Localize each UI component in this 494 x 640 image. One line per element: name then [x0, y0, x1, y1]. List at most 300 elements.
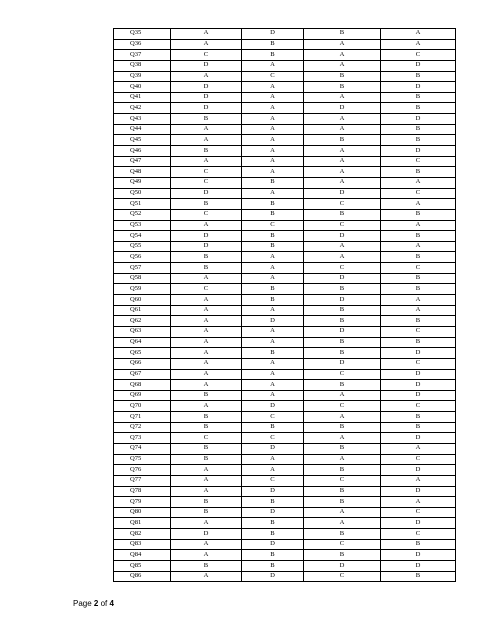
question-number-cell: Q66	[114, 358, 171, 369]
table-row	[114, 241, 456, 252]
question-number-cell: Q56	[114, 252, 171, 263]
answer-col-1-cell: B	[171, 561, 242, 572]
question-number-cell: Q81	[114, 518, 171, 529]
answer-col-2-cell: A	[242, 124, 304, 135]
answer-col-1-cell: A	[171, 348, 242, 359]
question-number-cell: Q53	[114, 220, 171, 231]
answer-col-2-cell: C	[242, 220, 304, 231]
answer-col-3-cell: A	[304, 241, 381, 252]
answer-col-4-cell: D	[381, 518, 456, 529]
answer-col-1-cell: C	[171, 167, 242, 178]
answer-col-2-cell: D	[242, 401, 304, 412]
answer-col-1-cell: A	[171, 475, 242, 486]
answer-col-4-cell: D	[381, 433, 456, 444]
answer-col-2-cell: D	[242, 316, 304, 327]
answer-col-4-cell: D	[381, 60, 456, 71]
answer-col-4-cell: B	[381, 539, 456, 550]
question-number-cell: Q57	[114, 263, 171, 274]
table-row	[114, 465, 456, 476]
table-row	[114, 571, 456, 582]
answer-col-2-cell: D	[242, 507, 304, 518]
question-number-cell: Q39	[114, 71, 171, 82]
answer-col-1-cell: A	[171, 465, 242, 476]
answer-col-1-cell: A	[171, 135, 242, 146]
answer-col-3-cell: B	[304, 284, 381, 295]
answer-col-3-cell: B	[304, 71, 381, 82]
question-number-cell: Q83	[114, 539, 171, 550]
question-number-cell: Q43	[114, 114, 171, 125]
answer-col-2-cell: A	[242, 465, 304, 476]
answer-col-4-cell: D	[381, 390, 456, 401]
answer-col-4-cell: B	[381, 337, 456, 348]
answer-col-2-cell: B	[242, 518, 304, 529]
table-row	[114, 167, 456, 178]
answer-col-2-cell: B	[242, 50, 304, 61]
answer-col-3-cell: D	[304, 561, 381, 572]
question-number-cell: Q35	[114, 29, 171, 40]
answer-col-4-cell: D	[381, 82, 456, 93]
answer-col-3-cell: B	[304, 465, 381, 476]
answer-col-1-cell: A	[171, 295, 242, 306]
table-row	[114, 358, 456, 369]
answer-col-1-cell: A	[171, 401, 242, 412]
answer-col-1-cell: A	[171, 571, 242, 582]
answer-col-4-cell: C	[381, 263, 456, 274]
answer-col-2-cell: A	[242, 103, 304, 114]
answer-col-4-cell: B	[381, 103, 456, 114]
answer-col-4-cell: C	[381, 507, 456, 518]
answer-col-4-cell: C	[381, 156, 456, 167]
question-number-cell: Q61	[114, 305, 171, 316]
answer-col-1-cell: B	[171, 497, 242, 508]
answer-col-3-cell: C	[304, 369, 381, 380]
answer-col-4-cell: A	[381, 305, 456, 316]
answer-col-1-cell: A	[171, 29, 242, 40]
answer-col-4-cell: D	[381, 114, 456, 125]
question-number-cell: Q47	[114, 156, 171, 167]
answer-col-3-cell: D	[304, 358, 381, 369]
question-number-cell: Q40	[114, 82, 171, 93]
question-number-cell: Q37	[114, 50, 171, 61]
answer-col-4-cell: D	[381, 486, 456, 497]
current-page-number: 2	[93, 599, 99, 608]
question-number-cell: Q58	[114, 273, 171, 284]
table-row	[114, 295, 456, 306]
question-number-cell: Q50	[114, 188, 171, 199]
answer-col-4-cell: A	[381, 220, 456, 231]
answer-col-1-cell: A	[171, 486, 242, 497]
question-number-cell: Q48	[114, 167, 171, 178]
answer-col-1-cell: B	[171, 146, 242, 157]
table-row	[114, 529, 456, 540]
table-row	[114, 486, 456, 497]
table-row	[114, 550, 456, 561]
question-number-cell: Q67	[114, 369, 171, 380]
table-row	[114, 231, 456, 242]
table-row	[114, 422, 456, 433]
answer-col-4-cell: A	[381, 497, 456, 508]
answer-col-4-cell: A	[381, 199, 456, 210]
question-number-cell: Q73	[114, 433, 171, 444]
answer-col-1-cell: A	[171, 358, 242, 369]
question-number-cell: Q78	[114, 486, 171, 497]
answer-col-1-cell: A	[171, 380, 242, 391]
answer-col-4-cell: A	[381, 39, 456, 50]
question-number-cell: Q74	[114, 443, 171, 454]
answer-col-2-cell: B	[242, 199, 304, 210]
answer-col-4-cell: C	[381, 401, 456, 412]
answer-col-3-cell: B	[304, 209, 381, 220]
answer-col-2-cell: A	[242, 454, 304, 465]
answer-col-3-cell: A	[304, 114, 381, 125]
question-number-cell: Q51	[114, 199, 171, 210]
answer-col-4-cell: A	[381, 241, 456, 252]
answer-col-2-cell: B	[242, 231, 304, 242]
answer-col-2-cell: A	[242, 135, 304, 146]
answer-col-2-cell: A	[242, 146, 304, 157]
answer-col-4-cell: C	[381, 529, 456, 540]
answer-col-1-cell: A	[171, 518, 242, 529]
answer-col-3-cell: B	[304, 550, 381, 561]
table-row	[114, 380, 456, 391]
answer-col-2-cell: A	[242, 380, 304, 391]
question-number-cell: Q71	[114, 412, 171, 423]
question-number-cell: Q41	[114, 92, 171, 103]
answer-col-2-cell: B	[242, 209, 304, 220]
answer-col-3-cell: A	[304, 390, 381, 401]
answer-col-4-cell: D	[381, 146, 456, 157]
answer-col-4-cell: B	[381, 252, 456, 263]
answer-col-4-cell: C	[381, 454, 456, 465]
table-row	[114, 82, 456, 93]
total-pages-number: 4	[109, 599, 114, 608]
page-word: Page	[73, 599, 92, 608]
answer-col-1-cell: A	[171, 316, 242, 327]
answer-col-2-cell: A	[242, 167, 304, 178]
answer-col-2-cell: B	[242, 177, 304, 188]
table-row	[114, 114, 456, 125]
answer-col-4-cell: B	[381, 273, 456, 284]
answer-col-1-cell: D	[171, 241, 242, 252]
answer-key-rows	[114, 29, 456, 582]
answer-col-2-cell: B	[242, 39, 304, 50]
table-row	[114, 263, 456, 274]
answer-col-4-cell: B	[381, 412, 456, 423]
answer-col-3-cell: C	[304, 539, 381, 550]
answer-col-1-cell: A	[171, 273, 242, 284]
answer-col-1-cell: B	[171, 114, 242, 125]
answer-col-2-cell: A	[242, 60, 304, 71]
answer-col-2-cell: B	[242, 561, 304, 572]
answer-col-1-cell: A	[171, 326, 242, 337]
answer-col-4-cell: D	[381, 369, 456, 380]
answer-col-2-cell: A	[242, 82, 304, 93]
answer-col-1-cell: B	[171, 507, 242, 518]
answer-col-3-cell: A	[304, 60, 381, 71]
table-row	[114, 103, 456, 114]
question-number-cell: Q79	[114, 497, 171, 508]
answer-col-3-cell: A	[304, 124, 381, 135]
answer-col-1-cell: B	[171, 443, 242, 454]
answer-col-3-cell: B	[304, 380, 381, 391]
answer-col-4-cell: C	[381, 326, 456, 337]
answer-col-4-cell: B	[381, 124, 456, 135]
answer-col-1-cell: A	[171, 305, 242, 316]
answer-col-4-cell: B	[381, 167, 456, 178]
answer-col-1-cell: B	[171, 252, 242, 263]
table-row	[114, 135, 456, 146]
question-number-cell: Q45	[114, 135, 171, 146]
answer-col-2-cell: D	[242, 443, 304, 454]
table-row	[114, 539, 456, 550]
answer-col-3-cell: D	[304, 295, 381, 306]
answer-col-3-cell: D	[304, 273, 381, 284]
answer-col-2-cell: A	[242, 114, 304, 125]
answer-col-2-cell: A	[242, 263, 304, 274]
answer-col-1-cell: C	[171, 50, 242, 61]
page-footer	[73, 599, 114, 609]
table-row	[114, 71, 456, 82]
answer-col-4-cell: B	[381, 422, 456, 433]
answer-col-1-cell: C	[171, 284, 242, 295]
answer-col-2-cell: A	[242, 305, 304, 316]
table-row	[114, 273, 456, 284]
answer-col-1-cell: C	[171, 177, 242, 188]
answer-col-4-cell: B	[381, 284, 456, 295]
answer-col-3-cell: D	[304, 326, 381, 337]
answer-col-3-cell: B	[304, 82, 381, 93]
answer-col-1-cell: D	[171, 60, 242, 71]
answer-col-3-cell: B	[304, 29, 381, 40]
answer-col-3-cell: A	[304, 412, 381, 423]
answer-col-2-cell: B	[242, 422, 304, 433]
table-row	[114, 316, 456, 327]
answer-col-2-cell: A	[242, 337, 304, 348]
question-number-cell: Q77	[114, 475, 171, 486]
answer-col-3-cell: A	[304, 50, 381, 61]
answer-col-2-cell: D	[242, 29, 304, 40]
question-number-cell: Q85	[114, 561, 171, 572]
answer-col-1-cell: A	[171, 539, 242, 550]
answer-col-3-cell: A	[304, 454, 381, 465]
table-row	[114, 443, 456, 454]
answer-col-3-cell: A	[304, 433, 381, 444]
answer-col-1-cell: D	[171, 92, 242, 103]
answer-col-4-cell: C	[381, 188, 456, 199]
table-row	[114, 29, 456, 40]
answer-col-1-cell: A	[171, 369, 242, 380]
answer-col-3-cell: B	[304, 497, 381, 508]
table-row	[114, 60, 456, 71]
answer-col-3-cell: A	[304, 167, 381, 178]
table-row	[114, 252, 456, 263]
table-row	[114, 305, 456, 316]
answer-col-1-cell: B	[171, 390, 242, 401]
answer-col-2-cell: B	[242, 550, 304, 561]
answer-col-1-cell: B	[171, 199, 242, 210]
answer-col-2-cell: B	[242, 348, 304, 359]
answer-col-4-cell: B	[381, 316, 456, 327]
answer-col-1-cell: D	[171, 529, 242, 540]
answer-col-3-cell: B	[304, 135, 381, 146]
table-row	[114, 433, 456, 444]
table-row	[114, 39, 456, 50]
question-number-cell: Q44	[114, 124, 171, 135]
answer-col-2-cell: D	[242, 571, 304, 582]
answer-col-3-cell: B	[304, 486, 381, 497]
answer-col-3-cell: A	[304, 156, 381, 167]
table-row	[114, 188, 456, 199]
answer-col-4-cell: A	[381, 443, 456, 454]
answer-col-3-cell: C	[304, 199, 381, 210]
answer-col-4-cell: B	[381, 71, 456, 82]
answer-key-table	[113, 28, 456, 582]
question-number-cell: Q55	[114, 241, 171, 252]
answer-col-3-cell: D	[304, 103, 381, 114]
answer-col-2-cell: A	[242, 369, 304, 380]
question-number-cell: Q38	[114, 60, 171, 71]
answer-col-1-cell: A	[171, 124, 242, 135]
answer-col-4-cell: B	[381, 135, 456, 146]
question-number-cell: Q36	[114, 39, 171, 50]
answer-col-3-cell: A	[304, 507, 381, 518]
answer-col-1-cell: A	[171, 39, 242, 50]
answer-col-1-cell: A	[171, 337, 242, 348]
answer-col-2-cell: B	[242, 295, 304, 306]
table-row	[114, 561, 456, 572]
question-number-cell: Q84	[114, 550, 171, 561]
answer-col-1-cell: B	[171, 454, 242, 465]
answer-col-2-cell: A	[242, 252, 304, 263]
of-word: of	[100, 599, 108, 608]
table-row	[114, 209, 456, 220]
table-row	[114, 156, 456, 167]
answer-col-2-cell: C	[242, 71, 304, 82]
answer-col-1-cell: A	[171, 71, 242, 82]
answer-col-3-cell: B	[304, 316, 381, 327]
answer-col-4-cell: D	[381, 348, 456, 359]
answer-col-2-cell: A	[242, 326, 304, 337]
answer-col-4-cell: D	[381, 550, 456, 561]
table-row	[114, 146, 456, 157]
answer-col-4-cell: B	[381, 209, 456, 220]
question-number-cell: Q52	[114, 209, 171, 220]
answer-col-4-cell: C	[381, 358, 456, 369]
table-row	[114, 401, 456, 412]
question-number-cell: Q82	[114, 529, 171, 540]
answer-col-2-cell: D	[242, 486, 304, 497]
answer-col-2-cell: A	[242, 358, 304, 369]
answer-col-3-cell: C	[304, 401, 381, 412]
answer-col-3-cell: C	[304, 263, 381, 274]
answer-col-3-cell: A	[304, 92, 381, 103]
question-number-cell: Q86	[114, 571, 171, 582]
answer-col-1-cell: A	[171, 156, 242, 167]
answer-col-1-cell: D	[171, 231, 242, 242]
question-number-cell: Q64	[114, 337, 171, 348]
answer-col-3-cell: D	[304, 188, 381, 199]
answer-col-4-cell: A	[381, 295, 456, 306]
answer-col-3-cell: A	[304, 39, 381, 50]
answer-col-1-cell: D	[171, 82, 242, 93]
answer-col-2-cell: A	[242, 273, 304, 284]
answer-col-2-cell: A	[242, 156, 304, 167]
answer-col-2-cell: C	[242, 475, 304, 486]
answer-col-4-cell: A	[381, 177, 456, 188]
question-number-cell: Q59	[114, 284, 171, 295]
question-number-cell: Q72	[114, 422, 171, 433]
answer-col-3-cell: C	[304, 571, 381, 582]
answer-col-3-cell: B	[304, 337, 381, 348]
answer-col-3-cell: C	[304, 220, 381, 231]
answer-col-3-cell: A	[304, 252, 381, 263]
table-row	[114, 454, 456, 465]
table-row	[114, 507, 456, 518]
answer-col-2-cell: C	[242, 412, 304, 423]
table-row	[114, 50, 456, 61]
question-number-cell: Q54	[114, 231, 171, 242]
answer-col-2-cell: D	[242, 539, 304, 550]
answer-col-4-cell: C	[381, 50, 456, 61]
answer-col-1-cell: D	[171, 188, 242, 199]
table-row	[114, 284, 456, 295]
table-row	[114, 497, 456, 508]
question-number-cell: Q69	[114, 390, 171, 401]
answer-col-4-cell: B	[381, 571, 456, 582]
answer-col-4-cell: B	[381, 231, 456, 242]
question-number-cell: Q49	[114, 177, 171, 188]
table-row	[114, 326, 456, 337]
answer-col-4-cell: A	[381, 29, 456, 40]
table-row	[114, 412, 456, 423]
table-row	[114, 348, 456, 359]
table-row	[114, 124, 456, 135]
answer-col-4-cell: A	[381, 475, 456, 486]
question-number-cell: Q65	[114, 348, 171, 359]
question-number-cell: Q62	[114, 316, 171, 327]
table-row	[114, 220, 456, 231]
table-row	[114, 92, 456, 103]
answer-col-3-cell: D	[304, 231, 381, 242]
question-number-cell: Q68	[114, 380, 171, 391]
answer-col-3-cell: B	[304, 348, 381, 359]
answer-col-2-cell: A	[242, 390, 304, 401]
answer-col-4-cell: D	[381, 465, 456, 476]
answer-col-4-cell: D	[381, 380, 456, 391]
question-number-cell: Q42	[114, 103, 171, 114]
answer-col-4-cell: D	[381, 561, 456, 572]
answer-col-3-cell: A	[304, 177, 381, 188]
answer-col-3-cell: B	[304, 443, 381, 454]
answer-col-2-cell: A	[242, 92, 304, 103]
answer-col-1-cell: D	[171, 103, 242, 114]
answer-col-2-cell: C	[242, 433, 304, 444]
table-row	[114, 518, 456, 529]
table-row	[114, 369, 456, 380]
answer-col-4-cell: B	[381, 92, 456, 103]
answer-col-3-cell: C	[304, 475, 381, 486]
answer-col-2-cell: A	[242, 188, 304, 199]
question-number-cell: Q70	[114, 401, 171, 412]
question-number-cell: Q75	[114, 454, 171, 465]
answer-col-2-cell: B	[242, 284, 304, 295]
table-row	[114, 390, 456, 401]
table-row	[114, 337, 456, 348]
answer-col-1-cell: A	[171, 550, 242, 561]
answer-col-2-cell: B	[242, 529, 304, 540]
answer-col-3-cell: A	[304, 146, 381, 157]
question-number-cell: Q80	[114, 507, 171, 518]
